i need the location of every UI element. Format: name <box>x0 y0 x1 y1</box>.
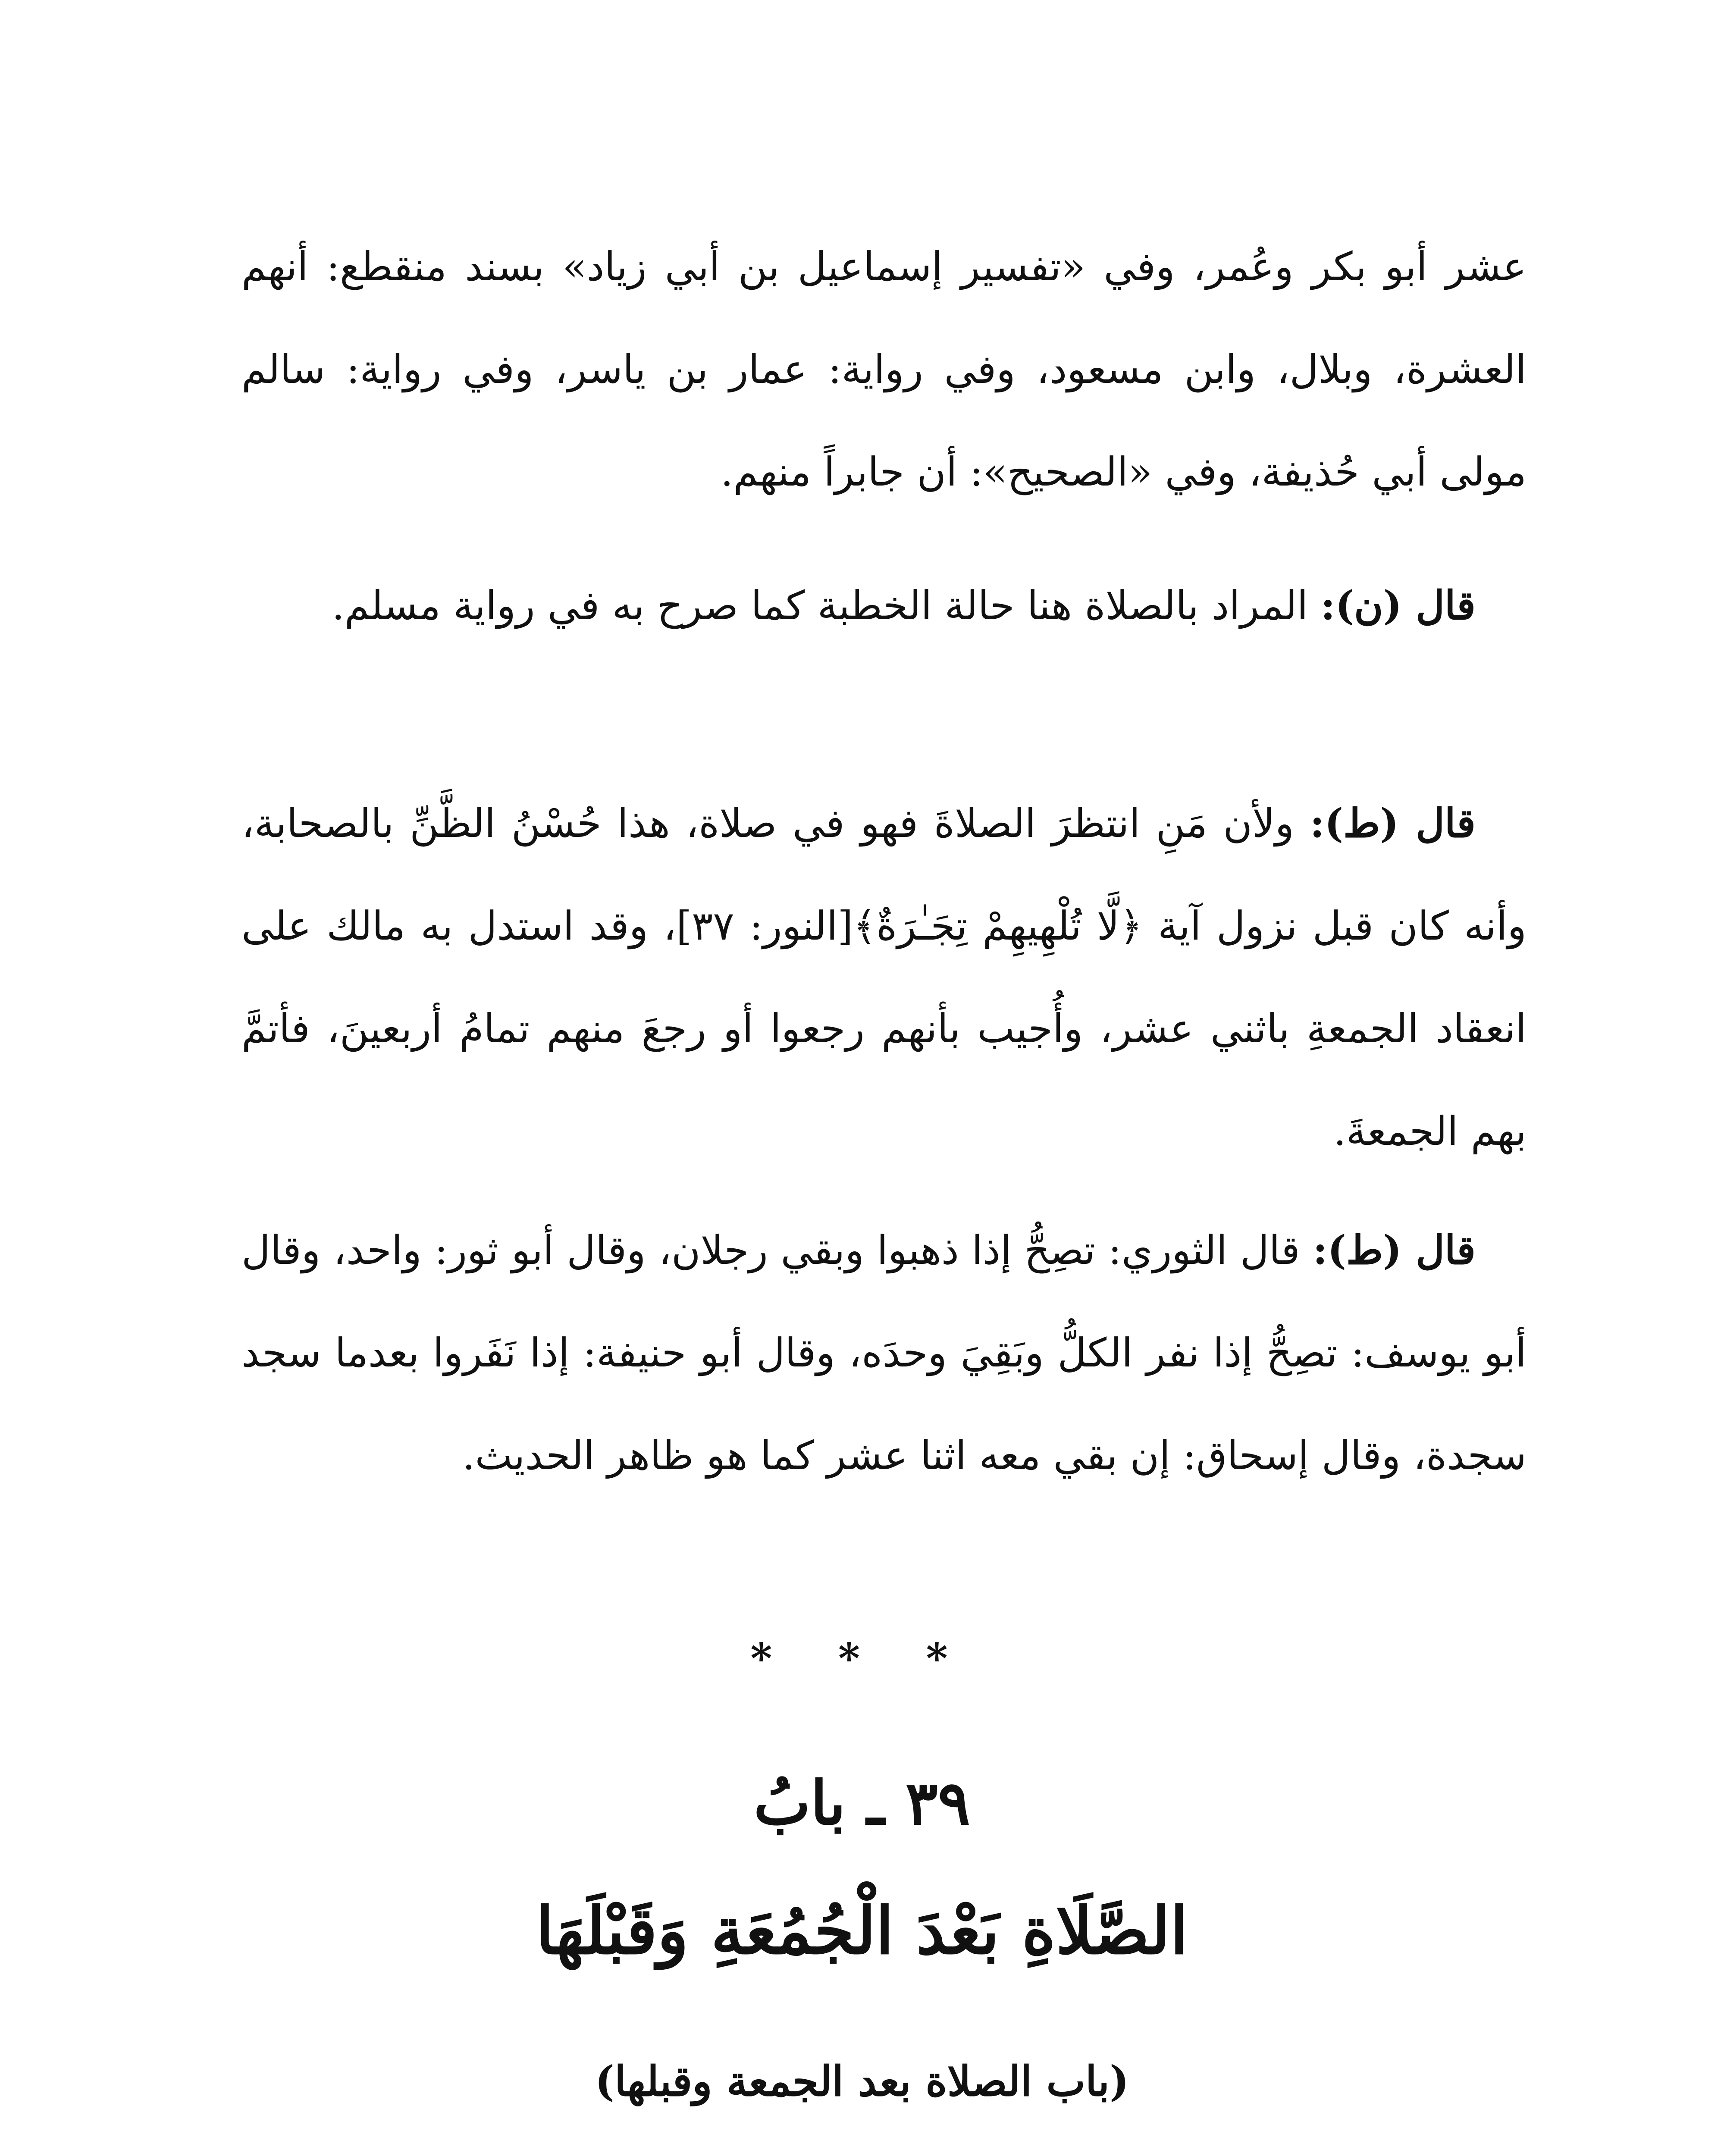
chapter-subtitle: (باب الصلاة بعد الجمعة وقبلها) <box>595 2057 1129 2106</box>
paragraph-text <box>241 1199 1527 1507</box>
paragraph-text <box>241 554 1527 657</box>
commentary-paragraph-1 <box>241 216 1527 523</box>
chapter-title: الصَّلَاةِ بَعْدَ الْجُمُعَةِ وَقَبْلَهَا <box>536 1893 1188 1969</box>
paragraph-body: المراد بالصلاة هنا حالة الخطبة كما صرح به في رواية مسلم. <box>332 583 1321 629</box>
paragraph-body: ولأن مَنِ انتظرَ الصلاةَ فهو في صلاة، هذا حُسْنُ الظَّنِّ بالصحابة، وأنه كان قبل نزول آية ﴿لَّا تُلْهِيهِمْ تِجَـٰرَةٌ﴾[النور: ٣٧]، وقد استدل به مالك على انعقاد الجمعةِ باثني عشر، وأُجيب بأنهم رجعوا أو رجعَ منهم تمامُ أربعينَ، فأتمَّ بهم الجمعةَ. <box>241 800 1527 1154</box>
commentary-paragraph-4 <box>241 1199 1527 1507</box>
speaker-label: قال (ط): <box>1313 1227 1476 1273</box>
commentary-paragraph-3 <box>241 772 1527 1183</box>
paragraph-body: قال الثوري: تصِحُّ إذا ذهبوا وبقي رجلان، وقال أبو ثور: واحد، وقال أبو يوسف: تصِحُّ إذا نفر الكلُّ وبَقِيَ وحدَه، وقال أبو حنيفة: إذا نَفَروا بعدما سجد سجدة، وقال إسحاق: إن بقي معه اثنا عشر كما هو ظاهر الحديث. <box>241 1227 1527 1479</box>
paragraph-text: عشر أبو بكر وعُمر، وفي «تفسير إسماعيل بن أبي زياد» بسند منقطع: أنهم العشرة، وبلال، وابن مسعود، وفي رواية: عمار بن ياسر، وفي رواية: سالم مولى أبي حُذيفة، وفي «الصحيح»: أن جابراً منهم. <box>241 244 1527 495</box>
chapter-number: ٣٩ ـ بابُ <box>753 1768 971 1839</box>
commentary-paragraph-2 <box>241 554 1527 657</box>
speaker-label: قال (ن): <box>1320 582 1476 629</box>
speaker-label: قال (ط): <box>1310 800 1476 846</box>
paragraph-text <box>241 772 1527 1183</box>
section-separator: * * * <box>750 1634 974 1683</box>
